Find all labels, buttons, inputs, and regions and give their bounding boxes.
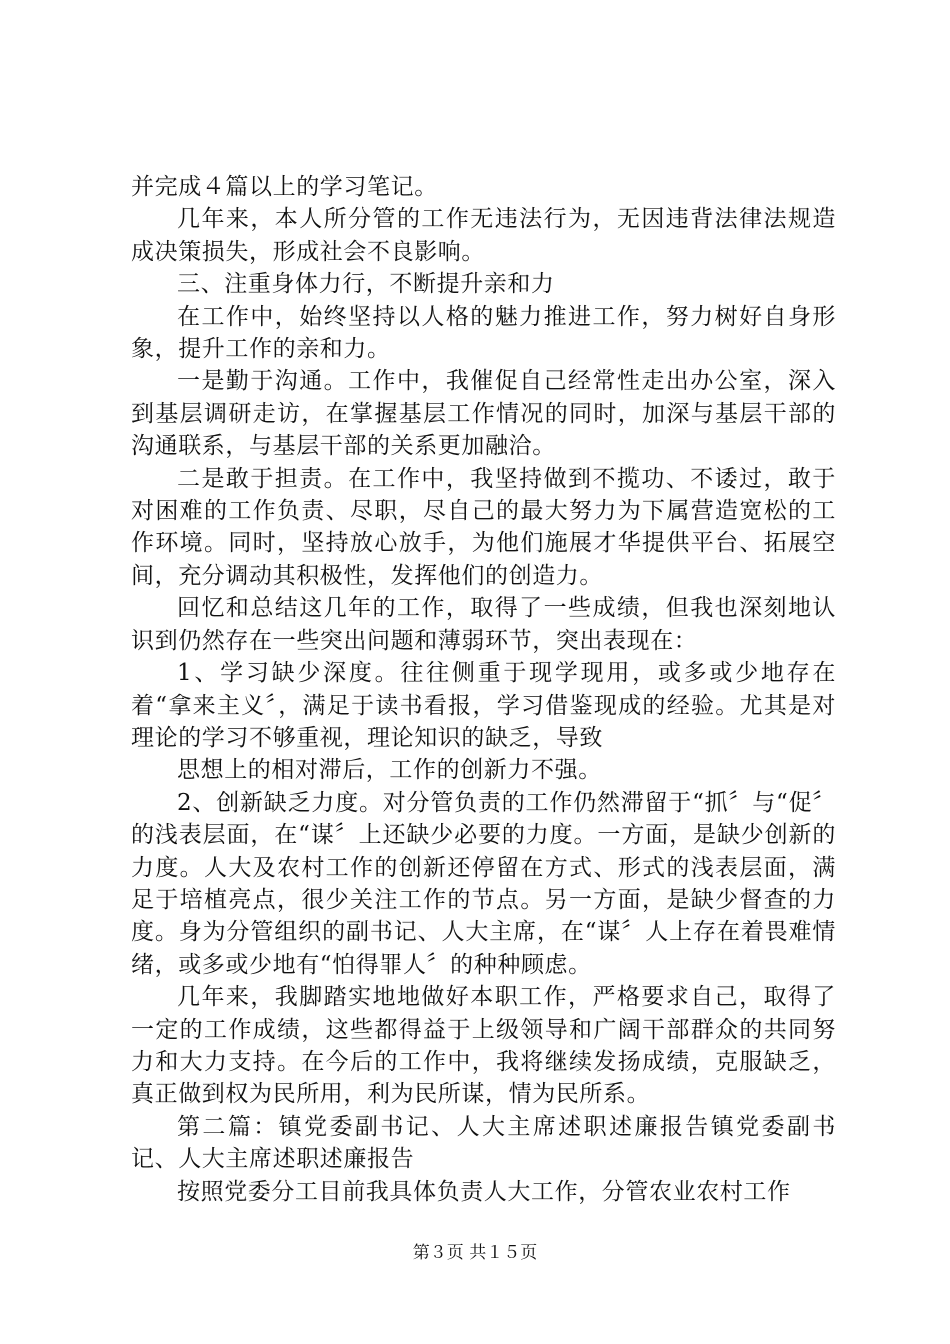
section-heading: 三、注重身体力行，不断提升亲和力 — [177, 271, 555, 298]
paragraph: 几年来，本人所分管的工作无违法行为，无因违背法律法规造成决策损失，形成社会不良影响。 — [131, 206, 836, 265]
paragraph: 1、学习缺少深度。往往侧重于现学现用，或多或少地存在着“拿来主义〞，满足于读书看报，学习借鉴现成的经验。尤其是对理论的学习不够重视，理论知识的缺乏，导致 — [131, 660, 836, 751]
paragraph: 并完成４篇以上的学习笔记。 — [131, 174, 438, 200]
page-number-footer: 第３页 共１５页 — [412, 1243, 538, 1263]
chapter-heading: 第二篇：镇党委副书记、人大主席述职述廉报告镇党委副书记、人大主席述职述廉报告 — [131, 1113, 836, 1173]
paragraph: 按照党委分工目前我具体负责人大工作，分管农业农村工作 — [177, 1178, 791, 1205]
paragraph: 一是勤于沟通。工作中，我催促自己经常性走出办公室，深入到基层调研走访，在掌握基层工作情况的同时，加深与基层干部的沟通联系，与基层干部的关系更加融洽。 — [131, 368, 836, 460]
paragraph: 思想上的相对滞后，工作的创新力不强。 — [177, 757, 602, 784]
paragraph: 在工作中，始终坚持以人格的魅力推进工作，努力树好自身形象，提升工作的亲和力。 — [131, 303, 836, 363]
paragraph: 2、创新缺乏力度。对分管负责的工作仍然滞留于“抓〞与“促〞的浅表层面，在“谋〞上还缺少必要的力度。一方面，是缺少创新的力度。人大及农村工作的创新还停留在方式、形式的浅表层面，满足于培植亮点，很少关注工作的节点。另一方面，是缺少督查的力度。身为分管组织的副书记、人大主席，在“谋〞人上存在着畏难情绪，或多或少地有“怕得罪人〞的种种顾虑。 — [131, 789, 836, 978]
paragraph: 回忆和总结这几年的工作，取得了一些成绩，但我也深刻地认识到仍然存在一些突出问题和薄弱环节，突出表现在： — [131, 595, 836, 654]
paragraph: 几年来，我脚踏实地地做好本职工作，严格要求自己，取得了一定的工作成绩，这些都得益于上级领导和广阔干部群众的共同努力和大力支持。在今后的工作中，我将继续发扬成绩，克服缺乏，真正做到权为民所用，利为民所谋，情为民所系。 — [131, 984, 836, 1108]
document-body — [131, 171, 836, 1208]
paragraph: 二是敢于担责。在工作中，我坚持做到不揽功、不诿过，敢于对困难的工作负责、尽职，尽自己的最大努力为下属营造宽松的工作环境。同时，坚持放心放手，为他们施展才华提供平台、拓展空间，充分调动其积极性，发挥他们的创造力。 — [131, 465, 836, 589]
